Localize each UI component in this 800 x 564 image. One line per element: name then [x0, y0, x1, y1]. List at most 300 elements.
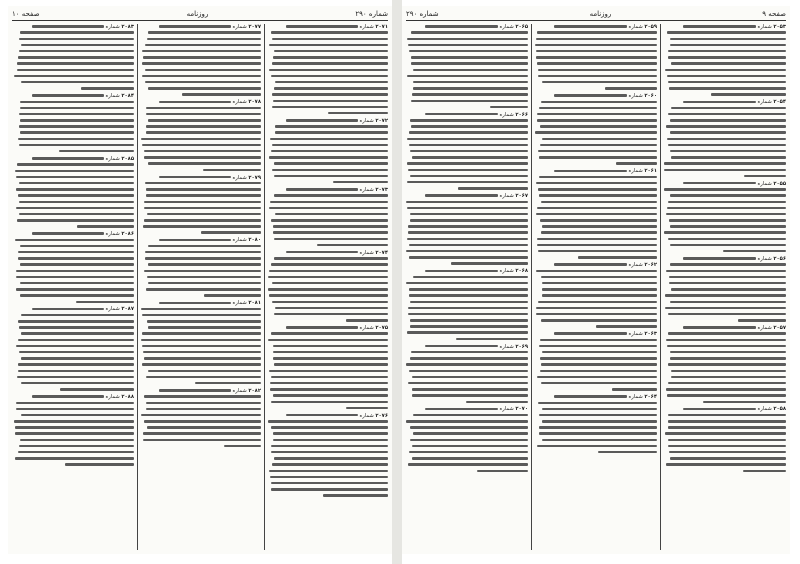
text-line [268, 368, 388, 374]
text-line [141, 375, 261, 381]
text-line [14, 181, 134, 187]
paper-name: روزنامه [186, 10, 209, 18]
text-line [406, 143, 528, 149]
entry-number: ۲۰۸۵ [121, 155, 134, 162]
text-line [535, 337, 657, 343]
text-line [141, 67, 261, 73]
notice-entry [535, 93, 657, 167]
text-line [535, 105, 657, 111]
text-line [535, 387, 657, 393]
notice-entry [535, 331, 657, 393]
text-line [406, 104, 528, 110]
text-line [141, 36, 261, 42]
entry-label: شماره [497, 268, 516, 275]
text-line [14, 444, 134, 450]
notice-entry [535, 262, 657, 330]
text-line [535, 205, 657, 211]
text-line [664, 305, 786, 311]
entry-number: ۲۰۷۱ [375, 24, 388, 30]
text-line [14, 80, 134, 86]
text-line [535, 406, 657, 412]
page-gutter [392, 0, 402, 564]
entry-number: ۲۰۵۶ [773, 255, 786, 262]
text-column [406, 24, 528, 550]
text-line [406, 212, 528, 218]
text-line [268, 493, 388, 499]
entry-label: شماره [357, 186, 376, 193]
entry-number: ۲۰۷۹ [248, 174, 261, 181]
text-line [268, 243, 388, 249]
entry-number: ۲۰۷۶ [375, 412, 388, 419]
text-line [535, 86, 657, 92]
entry-label: شماره [626, 93, 645, 100]
text-line [141, 437, 261, 443]
notice-entry [535, 394, 657, 456]
text-line [268, 167, 388, 173]
text-line [14, 36, 134, 42]
text-line [406, 375, 528, 381]
text-line [14, 368, 134, 374]
notice-entry [268, 187, 388, 249]
notice-entry [664, 325, 786, 405]
entry-label: شماره [626, 394, 645, 401]
text-line [535, 74, 657, 80]
text-line [535, 143, 657, 149]
text-line [406, 36, 528, 42]
text-line [268, 180, 388, 186]
text-line [406, 67, 528, 73]
text-line [664, 236, 786, 242]
text-line [406, 174, 528, 180]
text-line [268, 111, 388, 117]
notice-entry [664, 256, 786, 324]
notice-entry [14, 306, 134, 393]
column-rule [137, 24, 138, 550]
text-line [664, 43, 786, 49]
text-line [406, 437, 528, 443]
text-line [141, 306, 261, 312]
text-line [14, 149, 134, 155]
text-line [268, 475, 388, 481]
text-line [268, 205, 388, 211]
notice-entry [664, 24, 786, 98]
entry-label: شماره [103, 24, 122, 30]
entry-number: ۲۰۸۳ [121, 24, 134, 30]
text-line [535, 112, 657, 118]
text-line [14, 74, 134, 80]
entry-number: ۲۰۶۲ [644, 262, 657, 269]
text-line [664, 281, 786, 287]
text-line [141, 275, 261, 281]
text-line [141, 112, 261, 118]
text-line [535, 136, 657, 142]
entry-number: ۲۰۵۳ [773, 24, 786, 30]
text-line [14, 375, 134, 381]
entry-number: ۲۰۵۷ [773, 325, 786, 331]
entry-number: ۲۰۶۴ [644, 394, 657, 401]
right-page [402, 6, 790, 554]
text-line [664, 337, 786, 343]
text-line [406, 243, 528, 249]
text-column [14, 24, 134, 550]
text-line [664, 344, 786, 350]
text-line [535, 450, 657, 456]
notice-entry [141, 175, 261, 237]
text-line [664, 112, 786, 118]
page-header [406, 8, 786, 21]
entry-label: شماره [497, 406, 516, 413]
notice-entry [535, 168, 657, 261]
notice-entry [406, 406, 528, 474]
text-line [14, 462, 134, 468]
entry-number: ۲۰۵۹ [644, 24, 657, 30]
text-line [406, 381, 528, 387]
entry-number: ۲۰۸۲ [248, 387, 261, 394]
text-line [406, 281, 528, 287]
text-line [268, 405, 388, 411]
text-line [268, 236, 388, 242]
text-line [141, 136, 261, 142]
notice-entry [141, 99, 261, 173]
text-line [664, 375, 786, 381]
column-rule [264, 24, 265, 550]
entry-number: ۲۰۸۰ [248, 237, 261, 244]
paper-name: روزنامه [589, 10, 612, 18]
entry-label: شماره [357, 24, 376, 30]
entry-label: شماره [230, 99, 249, 106]
text-line [664, 275, 786, 281]
text-line [268, 337, 388, 343]
text-line [535, 36, 657, 42]
entry-label: شماره [230, 24, 249, 30]
text-line [664, 92, 786, 98]
entry-label: شماره [357, 249, 376, 256]
text-line [535, 324, 657, 330]
text-line [141, 92, 261, 98]
entry-label: شماره [230, 300, 249, 307]
entry-label: شماره [755, 406, 774, 413]
entry-label: شماره [230, 174, 249, 181]
text-line [268, 104, 388, 110]
text-line [141, 143, 261, 149]
text-line [268, 318, 388, 324]
text-line [268, 174, 388, 180]
text-line [406, 180, 528, 186]
text-line [14, 413, 134, 419]
page-number: صفحه ۹ [762, 10, 786, 18]
entry-label: شماره [755, 24, 774, 30]
text-line [664, 212, 786, 218]
entry-label: شماره [103, 306, 122, 313]
text-line [664, 399, 786, 405]
entry-number: ۲۰۶۵ [515, 24, 528, 30]
text-line [535, 375, 657, 381]
text-line [14, 105, 134, 111]
text-line [535, 368, 657, 374]
text-line [406, 336, 528, 342]
text-line [664, 249, 786, 255]
text-line [664, 368, 786, 374]
text-line [141, 413, 261, 419]
entry-number: ۲۰۶۷ [515, 193, 528, 200]
text-line [14, 437, 134, 443]
text-line [14, 224, 134, 230]
text-line [141, 205, 261, 211]
text-line [268, 36, 388, 42]
text-line [141, 368, 261, 374]
text-line [268, 281, 388, 287]
text-line [535, 413, 657, 419]
entry-label: شماره [755, 255, 774, 262]
issue-number: شماره ۲۹۰ [355, 10, 388, 18]
text-line [141, 230, 261, 236]
text-line [141, 105, 261, 111]
text-line [535, 437, 657, 443]
text-line [406, 205, 528, 211]
text-line [406, 305, 528, 311]
notice-entry [664, 99, 786, 179]
text-line [141, 381, 261, 387]
text-line [268, 43, 388, 49]
notice-entry [406, 193, 528, 267]
text-line [14, 313, 134, 319]
entry-number: ۲۰۷۴ [375, 249, 388, 256]
text-line [14, 299, 134, 305]
notice-entry [141, 300, 261, 387]
text-column [664, 24, 786, 550]
text-line [14, 244, 134, 250]
entry-number: ۲۰۶۰ [644, 93, 657, 100]
text-column [535, 24, 657, 550]
text-line [14, 205, 134, 211]
text-line [535, 243, 657, 249]
entry-number: ۲۰۷۷ [248, 24, 261, 30]
entry-number: ۲۰۶۱ [644, 168, 657, 175]
issue-number: شماره ۲۹۰ [406, 10, 439, 18]
text-line [268, 437, 388, 443]
entry-number: ۲۰۸۸ [121, 394, 134, 401]
text-line [406, 275, 528, 281]
notice-entry [406, 24, 528, 111]
entry-number: ۲۰۶۳ [644, 331, 657, 338]
text-line [14, 268, 134, 274]
text-line [664, 268, 786, 274]
text-line [268, 468, 388, 474]
text-line [535, 275, 657, 281]
text-line [535, 212, 657, 218]
text-line [268, 74, 388, 80]
text-line [141, 313, 261, 319]
notice-entry [14, 93, 134, 155]
text-line [535, 236, 657, 242]
entry-label: شماره [103, 155, 122, 162]
text-line [406, 236, 528, 242]
text-line [141, 293, 261, 299]
text-line [664, 105, 786, 111]
entry-label: شماره [230, 387, 249, 394]
notice-entry [268, 325, 388, 412]
text-line [141, 344, 261, 350]
text-line [535, 344, 657, 350]
text-line [268, 375, 388, 381]
text-line [535, 80, 657, 86]
entry-number: ۲۰۷۸ [248, 99, 261, 106]
text-line [268, 80, 388, 86]
notice-entry [406, 344, 528, 406]
text-column [268, 24, 388, 550]
entry-label: شماره [497, 111, 516, 118]
text-line [141, 268, 261, 274]
text-line [14, 67, 134, 73]
text-line [268, 268, 388, 274]
entry-label: شماره [755, 180, 774, 187]
text-line [14, 86, 134, 92]
entry-number: ۲۰۶۹ [515, 343, 528, 350]
text-line [268, 312, 388, 318]
notice-entry [406, 112, 528, 192]
entry-label: شماره [497, 343, 516, 350]
entry-label: شماره [626, 331, 645, 338]
column-rule [660, 24, 661, 550]
text-line [664, 468, 786, 474]
text-line [268, 444, 388, 450]
text-line [664, 67, 786, 73]
entry-label: شماره [626, 168, 645, 175]
text-line [14, 381, 134, 387]
notice-entry [268, 413, 388, 500]
entry-label: شماره [497, 193, 516, 200]
notice-entry [14, 231, 134, 305]
notice-entry [268, 24, 388, 117]
entry-number: ۲۰۶۶ [515, 111, 528, 118]
text-line [14, 406, 134, 412]
entry-label: شماره [103, 394, 122, 401]
text-line [14, 337, 134, 343]
text-line [535, 281, 657, 287]
entry-label: شماره [357, 412, 376, 419]
text-line [141, 281, 261, 287]
entry-number: ۲۰۷۵ [375, 325, 388, 331]
notice-entry [664, 406, 786, 474]
text-line [535, 268, 657, 274]
text-line [14, 237, 134, 243]
text-line [141, 444, 261, 450]
text-line [14, 175, 134, 181]
text-line [141, 212, 261, 218]
text-line [141, 43, 261, 49]
text-line [268, 344, 388, 350]
text-line [14, 168, 134, 174]
text-line [664, 167, 786, 173]
page-header [12, 8, 388, 21]
text-line [664, 312, 786, 318]
entry-label: شماره [755, 99, 774, 106]
text-line [535, 255, 657, 261]
notice-entry [535, 24, 657, 92]
text-line [141, 181, 261, 187]
text-line [406, 468, 528, 474]
text-line [664, 413, 786, 419]
text-line [268, 67, 388, 73]
entry-label: شماره [626, 262, 645, 269]
text-column [141, 24, 261, 550]
entry-number: ۲۰۸۶ [121, 231, 134, 238]
text-line [141, 337, 261, 343]
text-line [14, 281, 134, 287]
entry-label: شماره [230, 237, 249, 244]
text-line [406, 167, 528, 173]
text-line [664, 143, 786, 149]
text-line [664, 80, 786, 86]
column-rule [531, 24, 532, 550]
text-line [14, 387, 134, 393]
left-page [8, 6, 392, 554]
notice-entry [14, 24, 134, 92]
text-line [406, 186, 528, 192]
page-number: صفحه ۱۰ [12, 10, 40, 18]
entry-number: ۲۰۷۲ [375, 117, 388, 124]
text-line [535, 175, 657, 181]
entry-number: ۲۰۸۱ [248, 300, 261, 307]
text-line [406, 312, 528, 318]
text-line [664, 36, 786, 42]
text-line [141, 167, 261, 173]
entry-label: شماره [497, 24, 516, 30]
entry-number: ۲۰۸۴ [121, 93, 134, 100]
text-line [535, 444, 657, 450]
text-line [14, 212, 134, 218]
notice-entry [406, 268, 528, 342]
text-line [14, 275, 134, 281]
entry-label: شماره [755, 325, 774, 331]
text-line [141, 244, 261, 250]
text-line [664, 74, 786, 80]
entry-label: شماره [103, 93, 122, 100]
entry-label: شماره [103, 231, 122, 238]
text-line [664, 136, 786, 142]
notice-entry [141, 237, 261, 299]
text-line [406, 43, 528, 49]
text-line [268, 136, 388, 142]
entry-number: ۲۰۵۸ [773, 406, 786, 413]
text-line [268, 143, 388, 149]
text-line [406, 80, 528, 86]
entry-label: شماره [626, 24, 645, 30]
text-line [664, 174, 786, 180]
text-line [268, 481, 388, 487]
text-line [535, 381, 657, 387]
entry-number: ۲۰۵۵ [773, 180, 786, 187]
text-line [406, 368, 528, 374]
text-line [664, 381, 786, 387]
text-line [535, 305, 657, 311]
text-line [14, 136, 134, 142]
text-line [664, 437, 786, 443]
text-line [535, 43, 657, 49]
text-line [14, 143, 134, 149]
text-line [406, 413, 528, 419]
notice-entry [14, 394, 134, 468]
notice-entry [664, 181, 786, 255]
text-line [14, 344, 134, 350]
entry-number: ۲۰۷۰ [515, 406, 528, 413]
text-line [406, 261, 528, 267]
text-line [664, 243, 786, 249]
text-line [141, 74, 261, 80]
entry-label: شماره [357, 325, 376, 331]
text-line [268, 275, 388, 281]
text-line [268, 305, 388, 311]
